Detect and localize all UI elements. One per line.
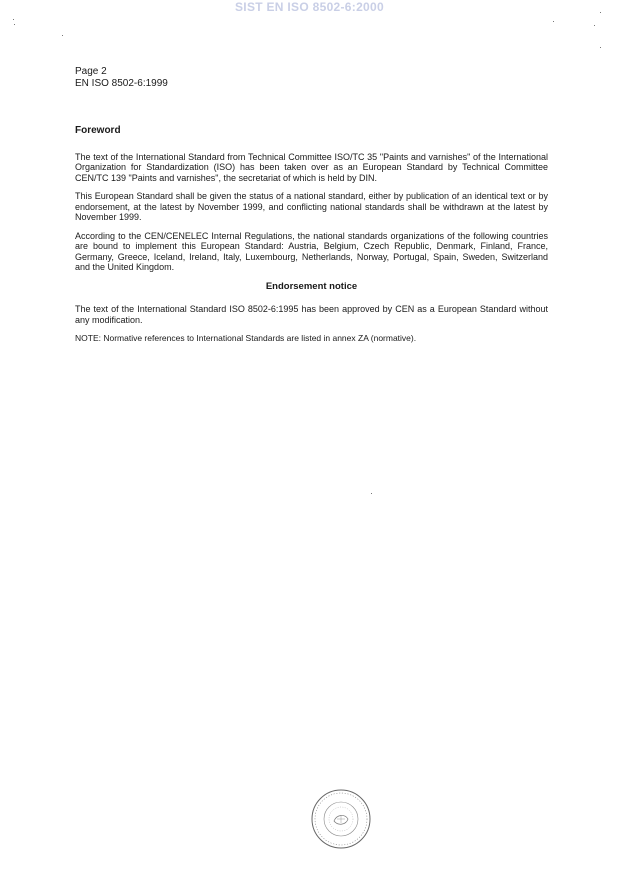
endorsement-text: The text of the International Standard ISO 8502-6:1995 has been approved by CEN as a European Standard without any modification. (75, 304, 548, 325)
foreword-paragraph-3: According to the CEN/CENELEC Internal Regulations, the national standards organizations of the following countries are bound to implement this European Standard: Austria, Belgium, Czech Republic, Denmark, Finland, France, Germany, Greece, Iceland, Ireland, Italy, Luxembourg, Netherlands, Norway, Portugal, Spain, Sweden, Switzerland and the United Kingdom. (75, 230, 548, 272)
foreword-heading: Foreword (75, 125, 121, 136)
stamp-seal-icon (310, 788, 372, 855)
scan-speck (62, 35, 63, 36)
scan-speck (600, 47, 601, 48)
page-number: Page 2 (75, 66, 107, 77)
foreword-paragraph-2: This European Standard shall be given the status of a national standard, either by publication of an identical text or by endorsement, at the latest by November 1999, and conflicting national standards shall be withdrawn at the latest by November 1999. (75, 191, 548, 222)
normative-note: NOTE: Normative references to International Standards are listed in annex ZA (normative). (75, 333, 417, 343)
page-header (75, 66, 168, 90)
endorsement-heading: Endorsement notice (265, 280, 358, 292)
scan-speck (13, 19, 14, 20)
scan-speck (553, 21, 554, 22)
scan-speck (600, 12, 601, 13)
document-body (75, 126, 548, 352)
document-id: EN ISO 8502-6:1999 (75, 78, 168, 89)
watermark: SIST EN ISO 8502-6:2000 (235, 0, 384, 14)
foreword-paragraph-1: The text of the International Standard from Technical Committee ISO/TC 35 "Paints and varnishes" of the International Organization for Standardization (ISO) has been taken over as an European Standard by Technical Committee CEN/TC 139 "Paints and varnishes", the secretariat of which is held by DIN. (75, 151, 548, 183)
scan-speck (594, 25, 595, 26)
scan-speck (371, 493, 372, 494)
scan-speck (14, 24, 15, 25)
